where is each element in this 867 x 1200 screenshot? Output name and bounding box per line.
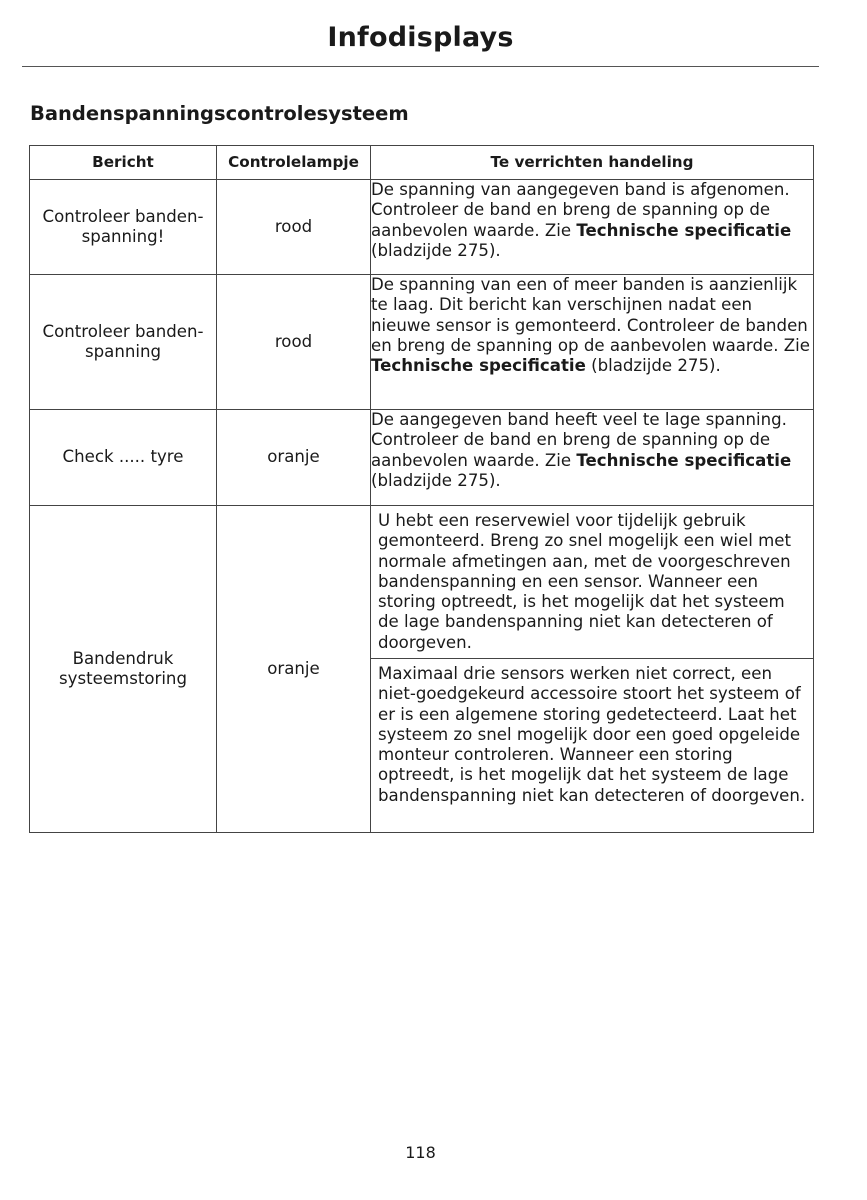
warning-lamp-cell: oranje — [217, 506, 371, 833]
warning-lamp-cell: rood — [217, 275, 371, 410]
table-header-row — [30, 146, 814, 180]
page-header-title: Infodisplays — [327, 22, 514, 53]
page-reference: (bladzijde 275). — [371, 240, 501, 260]
message-cell: Bandendruk systeemstoring — [30, 506, 217, 833]
table-row — [30, 180, 814, 275]
column-header-lamp: Controlelampje — [217, 146, 371, 180]
tpms-messages-table — [29, 145, 814, 833]
action-cell — [371, 180, 814, 275]
table-row — [30, 410, 814, 506]
action-cell — [371, 506, 814, 833]
message-cell: Controleer banden-spanning — [30, 275, 217, 410]
column-header-action: Te verrichten handeling — [371, 146, 814, 180]
warning-lamp-cell: rood — [217, 180, 371, 275]
page-reference: (bladzijde 275). — [371, 470, 501, 490]
spec-reference-link[interactable]: Technische specificatie — [576, 450, 792, 470]
table-row — [30, 506, 814, 833]
section-title: Bandenspanningscontrolesysteem — [30, 102, 409, 125]
page-reference: (bladzijde 275). — [585, 356, 721, 376]
message-cell: Check ..... tyre — [30, 410, 217, 506]
action-text: De aangegeven band heeft veel te lage spanning. Controleer de band en breng de spanning op de aanbevolen waarde. Zie — [371, 410, 787, 470]
action-text: U hebt een reservewiel voor tijdelijk gebruik gemonteerd. Breng zo snel mogelijk een wiel met normale afmetingen aan, met de voorgeschreven bandenspanning en een sensor. Wanneer een storing optreedt, is het mogelijk dat het systeem de lage bandenspanning niet kan detecteren of doorgeven. — [371, 506, 813, 659]
spec-reference-link[interactable]: Technische specificatie — [576, 220, 792, 240]
message-cell: Controleer banden-spanning! — [30, 180, 217, 275]
action-cell — [371, 410, 814, 506]
action-cell — [371, 275, 814, 410]
column-header-message: Bericht — [30, 146, 217, 180]
table-row — [30, 275, 814, 410]
action-text: Maximaal drie sensors werken niet correct, een niet-goedgekeurd accessoire stoort het systeem of er is een algemene storing gedetecteerd. Laat het systeem zo snel mogelijk door een goed opgeleide monteur controleren. Wanneer een storing optreedt, is het mogelijk dat het systeem de lage bandenspanning niet kan detecteren of doorgeven. — [378, 664, 806, 805]
header-divider — [22, 66, 819, 67]
action-text: De spanning van aangegeven band is afgenomen. Controleer de band en breng de spanning op de aanbevolen waarde. Zie — [371, 180, 790, 240]
action-text: De spanning van een of meer banden is aanzienlijk te laag. Dit bericht kan verschijnen nadat een nieuwe sensor is gemonteerd. Controleer de banden en breng de spanning op de aanbevolen waarde. Zie — [371, 275, 810, 355]
warning-lamp-cell: oranje — [217, 410, 371, 506]
page-number: 118 — [405, 1143, 436, 1162]
spec-reference-link[interactable]: Technische specificatie — [371, 356, 586, 376]
